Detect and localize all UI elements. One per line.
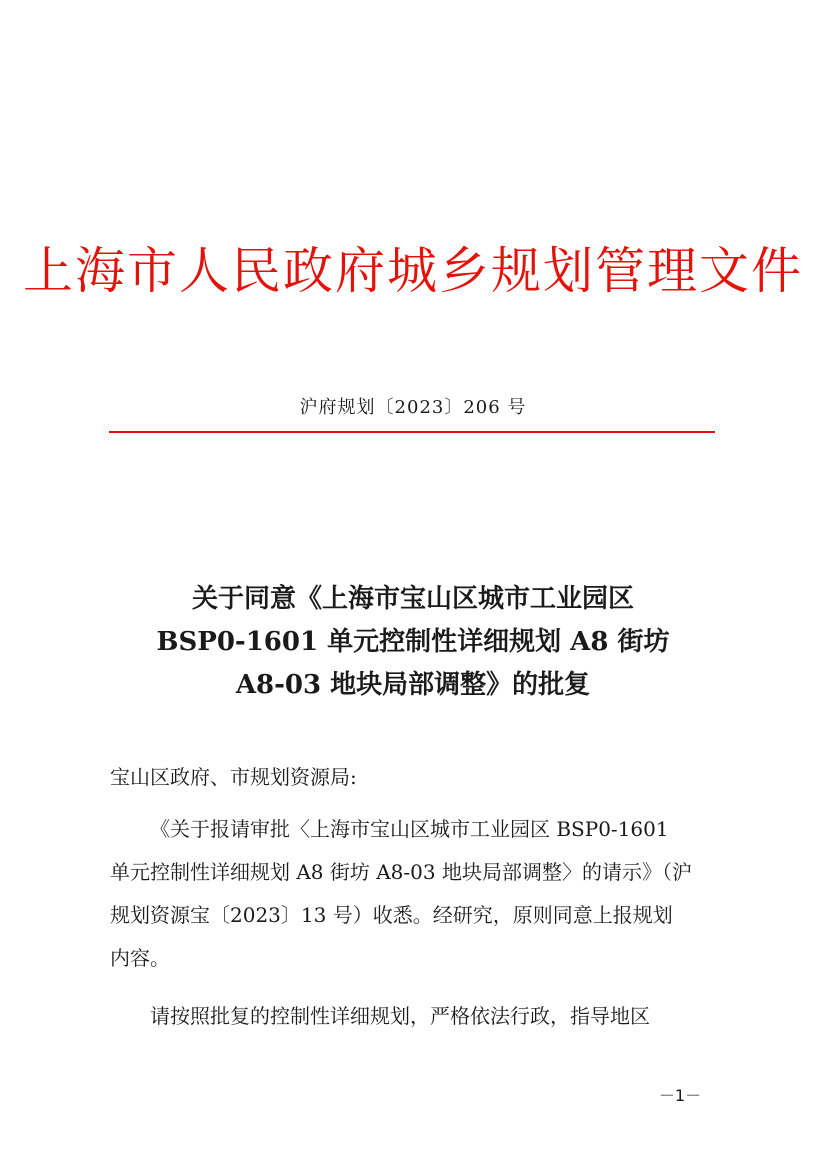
body-paragraph-2 bbox=[110, 995, 716, 1038]
recipient-line: 宝山区政府、市规划资源局: bbox=[110, 765, 357, 789]
title-line-3: A8-03 地块局部调整》的批复 bbox=[235, 670, 591, 700]
paragraph-1-line-3: 规划资源宝〔2023〕13 号）收悉。经研究，原则同意上报规划 bbox=[110, 903, 673, 927]
document-number: 沪府规划〔2023〕206 号 bbox=[299, 397, 527, 418]
masthead-title: 上海市人民政府城乡规划管理文件 bbox=[23, 242, 803, 300]
paragraph-2-line-1: 请按照批复的控制性详细规划，严格依法行政，指导地区 bbox=[150, 1004, 650, 1028]
page-number: －1－ bbox=[658, 1086, 702, 1105]
document-title bbox=[90, 578, 736, 707]
body-paragraph-1 bbox=[110, 808, 716, 980]
red-divider-line bbox=[109, 431, 715, 433]
paragraph-1-line-1: 《关于报请审批〈上海市宝山区城市工业园区 BSP0-1601 bbox=[150, 817, 669, 841]
title-line-1: 关于同意《上海市宝山区城市工业园区 bbox=[191, 584, 634, 614]
title-line-2: BSP0-1601 单元控制性详细规划 A8 街坊 bbox=[156, 627, 670, 657]
paragraph-1-line-4: 内容。 bbox=[110, 946, 170, 970]
paragraph-1-line-2: 单元控制性详细规划 A8 街坊 A8-03 地块局部调整〉的请示》（沪 bbox=[110, 860, 692, 884]
